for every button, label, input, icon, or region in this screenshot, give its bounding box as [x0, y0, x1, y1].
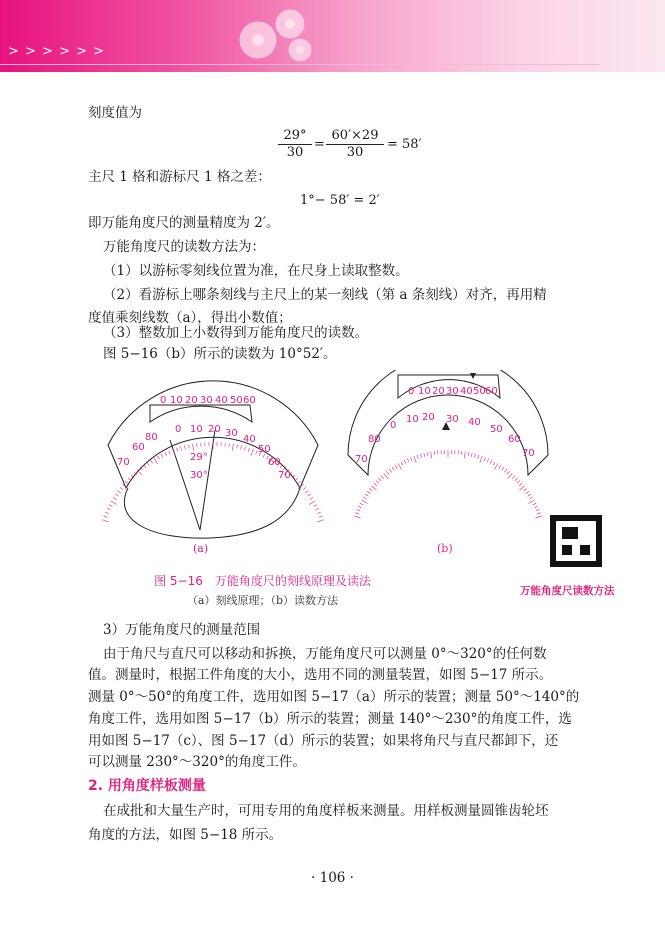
scale-tick [315, 508, 319, 510]
scale-tick [232, 444, 233, 451]
scale-tick [241, 446, 242, 450]
scale-tick [150, 460, 152, 463]
protractor-a [108, 381, 318, 538]
text-line: 刻度值为 [88, 105, 142, 121]
scale-tick [154, 458, 158, 464]
scale-tick [197, 443, 198, 447]
scale-tick [125, 481, 128, 484]
scale-tick [398, 463, 402, 469]
scale-tick [229, 443, 230, 447]
figure-caption [0, 572, 665, 589]
scale-tick [361, 500, 367, 504]
main-scale-label: 50 [258, 444, 271, 455]
scale-tick [120, 487, 123, 489]
equation-result: = 58′ [387, 137, 422, 152]
figure-subcaption [0, 592, 665, 608]
scale-tick [371, 486, 376, 490]
scale-tick [305, 491, 308, 493]
section-heading: 2. 用角度样板测量 [88, 778, 206, 794]
main-scale-label: 80 [368, 434, 381, 445]
main-scale-label: 0 [390, 420, 397, 431]
main-scale-label: 40 [243, 434, 256, 445]
scale-tick [417, 455, 418, 459]
scale-tick [298, 481, 301, 484]
main-scale-label: 70 [522, 448, 535, 459]
angle-label: 30° [190, 470, 208, 481]
main-scale-label: 50 [490, 424, 503, 435]
scale-tick [395, 465, 397, 468]
text-line: 度值乘刻线数（a），得出小数值； [88, 310, 292, 326]
scale-tick [354, 516, 361, 518]
main-scale-label: 20 [208, 424, 221, 435]
scale-tick [386, 471, 388, 474]
scale-tick [537, 513, 541, 514]
scale-tick [357, 509, 361, 511]
scale-tick [109, 505, 113, 507]
text-line: 即万能角度尺的测量精度为 2′。 [88, 215, 280, 231]
scale-tick [367, 491, 370, 493]
scale-tick [303, 487, 306, 489]
scale-tick [499, 465, 501, 468]
scale-tick [519, 483, 522, 486]
vernier-label: 40 [460, 386, 473, 397]
subheading: 3）万能角度尺的测量范围 [103, 622, 261, 638]
scale-tick [144, 465, 146, 468]
text-line: 万能角度尺的读数方法为： [103, 239, 265, 255]
scale-tick [365, 494, 368, 496]
scale-tick [529, 497, 532, 499]
vernier-label: 20 [185, 395, 198, 406]
scale-tick [526, 491, 529, 493]
figure-subcaption-text: （a）刻线原理；（b）读数方法 [186, 594, 339, 607]
vernier-label: 50 [230, 395, 243, 406]
scale-tick [184, 446, 185, 450]
scale-tick [381, 476, 384, 479]
text-line: 可以测量 230°～320°的角度工件。 [88, 754, 306, 770]
text-line: 测量 0°～50°的角度工件，选用如图 5−17（a）所示的装置；测量 50°～140°的 [88, 689, 580, 705]
scale-tick [504, 469, 506, 472]
scale-tick [512, 476, 515, 479]
vernier-label: 0 [160, 395, 167, 406]
scale-tick [508, 473, 512, 478]
main-scale-label: 40 [468, 417, 481, 428]
angle-label: 29° [190, 452, 208, 463]
scale-tick [431, 452, 432, 459]
scale-tick [309, 501, 315, 505]
main-scale-label: 60 [132, 442, 145, 453]
scale-tick [358, 506, 362, 508]
scale-tick [392, 467, 394, 470]
page-header [0, 0, 665, 72]
fraction-numerator: 60′×29 [326, 128, 384, 145]
scale-tick [310, 497, 313, 499]
ticks-b [354, 450, 542, 518]
vernier-label: 40 [215, 395, 228, 406]
subfigure-label-a: (a) [193, 542, 209, 555]
scale-tick [404, 460, 406, 464]
scale-tick [490, 460, 492, 464]
text-line: 角度工件，选用如图 5−17（b）所示的装置；测量 140°～230°的角度工件，选 [88, 711, 572, 727]
fraction-right [326, 128, 384, 161]
scale-tick [317, 520, 324, 522]
scale-tick [414, 456, 416, 463]
scale-tick [379, 478, 382, 481]
scale-tick [536, 509, 540, 511]
vernier-label: 60 [485, 386, 498, 397]
vernier-label: 30 [200, 395, 213, 406]
pointer-top [470, 373, 476, 379]
scale-tick [384, 473, 388, 478]
subfigure-label-b: (b) [437, 542, 453, 555]
equation: 1°− 58′ = 2′ [300, 193, 380, 208]
fraction-denominator: 30 [286, 145, 304, 160]
scale-tick [474, 454, 475, 458]
scale-tick [180, 447, 181, 451]
scale-tick [317, 512, 321, 514]
scale-tick [478, 455, 479, 459]
scale-tick [107, 508, 111, 510]
scale-tick [420, 454, 421, 458]
scale-tick [308, 494, 311, 496]
vernier-label: 60 [243, 395, 256, 406]
scale-tick [461, 451, 462, 455]
scale-tick [147, 462, 149, 465]
main-scale-label: 70 [278, 470, 291, 481]
scale-tick [169, 451, 170, 455]
fraction-numerator: 29° [278, 128, 312, 145]
vernier-label: 10 [418, 386, 431, 397]
scale-tick [369, 488, 372, 490]
scale-tick [115, 494, 118, 496]
scale-tick [524, 488, 527, 490]
scale-tick [113, 497, 116, 499]
scale-tick [165, 452, 167, 456]
scale-tick [528, 494, 531, 496]
scale-tick [363, 497, 366, 499]
scale-tick [519, 486, 524, 490]
main-scale-label: 30 [225, 428, 238, 439]
text-line: 值。测量时，根据工件角度的大小，选用不同的测量装置，如图 5−17 所示。 [88, 667, 553, 683]
main-scale-label: 20 [422, 412, 435, 423]
main-scale-label: 70 [117, 457, 130, 468]
text-line: （1）以游标零刻线位置为准，在尺身上读取整数。 [103, 263, 409, 279]
main-scale-label: 30 [446, 414, 459, 425]
scale-tick [493, 462, 495, 466]
scale-tick [507, 471, 509, 474]
main-scale-label: 0 [175, 424, 182, 435]
scale-tick [314, 505, 318, 507]
scale-tick [424, 453, 425, 457]
scale-tick [161, 454, 163, 458]
scale-tick [104, 516, 108, 517]
scale-tick [256, 451, 257, 455]
text-line: 图 5−16（b）所示的读数为 10°52′。 [103, 346, 337, 362]
figure-caption-text: 图 5−16 万能角度尺的刻线原理及读法 [154, 574, 371, 588]
main-scale-label: 60 [268, 457, 281, 468]
scale-tick [374, 483, 377, 486]
scale-tick [468, 452, 469, 456]
scale-tick [487, 459, 489, 463]
vernier-label: 30 [446, 386, 459, 397]
vernier-label: 10 [170, 395, 183, 406]
scale-tick [480, 456, 482, 463]
scale-tick [515, 478, 518, 481]
scale-tick [534, 506, 538, 508]
text-line: （3）整数加上小数得到万能角度尺的读数。 [103, 325, 369, 341]
main-scale-label: 60 [508, 434, 521, 445]
fraction-denominator: 30 [346, 145, 364, 160]
scale-tick [427, 452, 428, 456]
scale-tick [295, 478, 298, 481]
scale-tick [177, 448, 178, 452]
scale-tick [401, 462, 403, 466]
scale-tick [237, 445, 238, 449]
scale-tick [102, 520, 109, 522]
main-scale-label: 80 [145, 432, 158, 443]
main-scale-label: 10 [190, 424, 203, 435]
scale-tick [484, 457, 485, 461]
scale-tick [244, 447, 245, 451]
qr-code[interactable] [550, 515, 602, 567]
scale-tick [137, 470, 141, 475]
vernier-label: 0 [408, 386, 415, 397]
scale-tick [411, 457, 412, 461]
qr-label: 万能角度尺读数方法 [520, 585, 615, 597]
text-line: 角度的方法，如图 5−18 所示。 [88, 827, 283, 843]
scale-tick [471, 453, 472, 457]
main-scale-label: 10 [406, 414, 419, 425]
scale-tick [360, 503, 364, 505]
equals-sign: = [314, 137, 325, 152]
scale-tick [389, 469, 391, 472]
scale-tick [105, 512, 109, 514]
scale-tick [188, 445, 189, 449]
scale-tick [319, 516, 323, 517]
main-scale-label: 70 [355, 454, 368, 465]
vernier-label: 50 [473, 386, 486, 397]
text-line: 由于角尺与直尺可以移动和拆换，万能角度尺可以测量 0°～320°的任何数 [103, 646, 547, 662]
text-line: 在成批和大量生产时，可用专用的角度样板来测量。用样板测量圆锥齿轮坯 [103, 803, 549, 819]
scale-tick [533, 503, 537, 505]
ticks-a [102, 442, 324, 522]
scale-tick [434, 451, 435, 455]
scale-tick [128, 478, 131, 481]
text-line: 用如图 5−17（c）、图 5−17（d）所示的装置；如果将角尺与直尺都卸下，还 [88, 733, 559, 749]
scale-tick [193, 444, 194, 451]
scale-tick [502, 467, 504, 470]
scale-tick [251, 449, 253, 456]
scale-tick [407, 459, 409, 463]
fraction-left [278, 128, 312, 161]
scale-tick [535, 516, 542, 518]
vernier-label: 20 [432, 386, 445, 397]
gear-icon [228, 2, 328, 70]
page-number: · 106 · [311, 870, 354, 886]
text-line: 主尺 1 格和游标尺 1 格之差： [88, 169, 271, 185]
scale-tick [111, 501, 117, 505]
scale-tick [355, 513, 359, 514]
scale-tick [118, 491, 121, 493]
scale-tick [517, 481, 520, 484]
scale-tick [529, 500, 535, 504]
scale-tick [248, 448, 249, 452]
scale-tick [495, 463, 499, 469]
scale-tick [376, 481, 379, 484]
scale-tick [158, 456, 160, 460]
header-arrows: > > > > > > [8, 44, 106, 59]
text-line: （2）看游标上哪条刻线与主尺上的某一刻线（第 a 条刻线）对齐，再用精 [103, 287, 547, 303]
scale-tick [464, 452, 465, 459]
